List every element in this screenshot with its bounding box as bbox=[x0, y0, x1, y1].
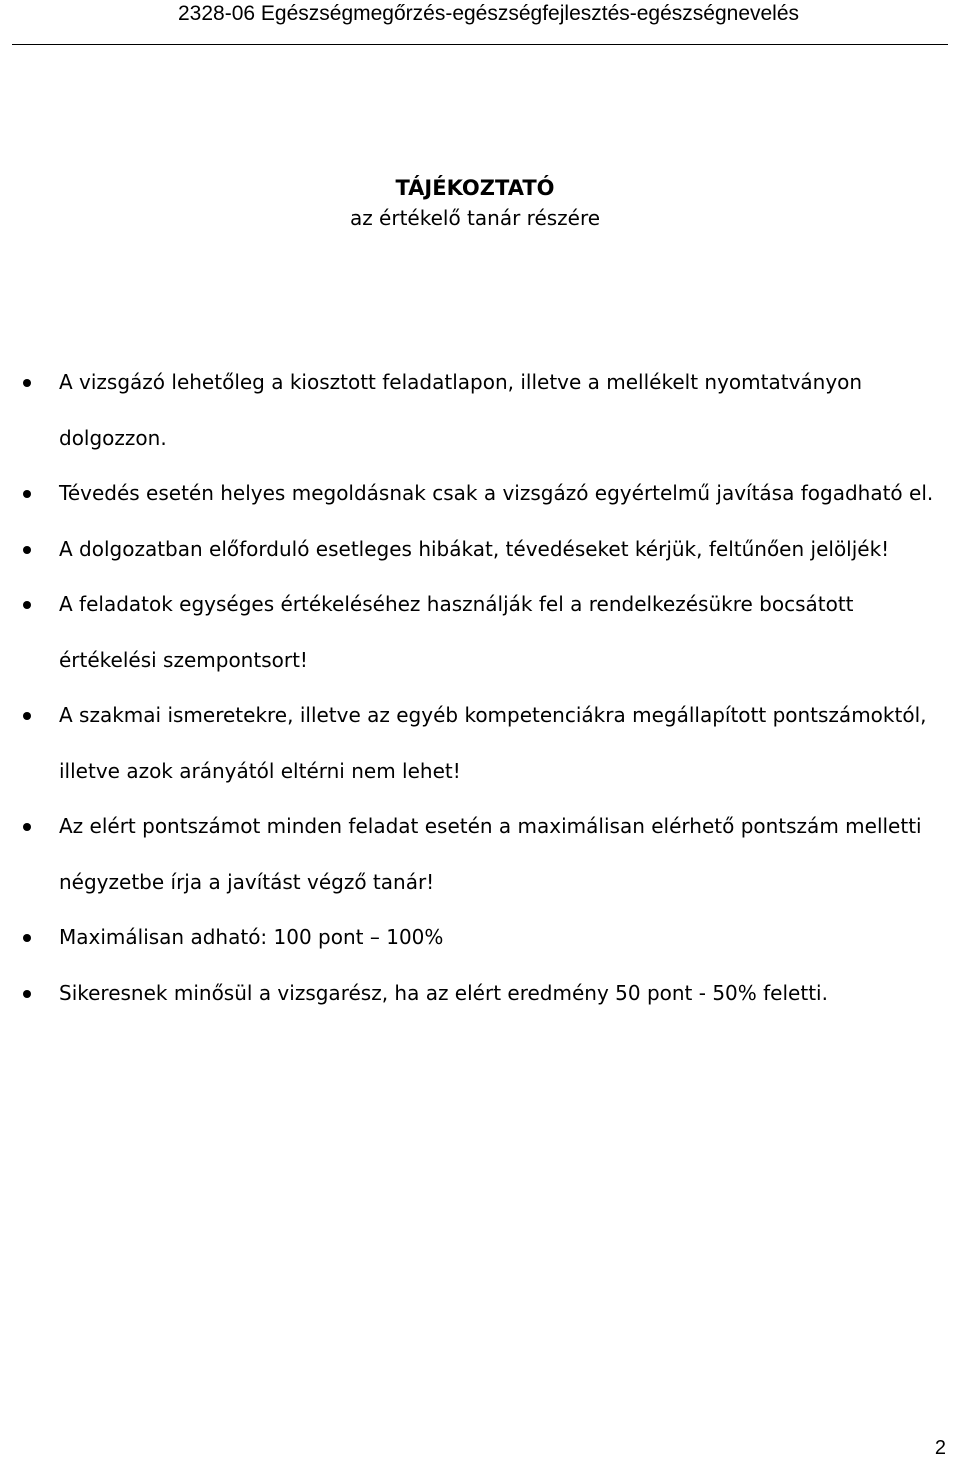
page-header bbox=[0, 0, 960, 48]
header-title: 2328-06 Egészségmegőrzés-egészségfejlesztés-egészségnevelés bbox=[178, 2, 800, 25]
document-title: TÁJÉKOZTATÓ bbox=[395, 176, 555, 200]
instruction-item bbox=[0, 577, 960, 688]
instruction-list bbox=[0, 355, 960, 1021]
instruction-item bbox=[0, 966, 960, 1022]
instruction-text: Maximálisan adható: 100 pont – 100% bbox=[59, 925, 444, 949]
bullet-icon bbox=[23, 379, 31, 387]
title-block bbox=[0, 172, 950, 232]
header-divider bbox=[12, 44, 948, 45]
instruction-text: A dolgozatban előforduló esetleges hibákat, tévedéseket kérjük, feltűnően jelöljék! bbox=[59, 536, 890, 561]
document-subtitle: az értékelő tanár részére bbox=[349, 206, 601, 230]
bullet-icon bbox=[23, 601, 31, 609]
instruction-item bbox=[0, 466, 960, 522]
bullet-icon bbox=[23, 546, 31, 554]
bullet-icon bbox=[23, 934, 31, 942]
instruction-text: Tévedés esetén helyes megoldásnak csak a vizsgázó egyértelmű javítása fogadható el. bbox=[59, 481, 934, 505]
instruction-text: Az elért pontszámot minden feladat esetén a maximálisan elérhető pontszám melletti négyzetbe írja a javítást végző tanár! bbox=[59, 814, 922, 894]
instruction-text: A szakmai ismeretekre, illetve az egyéb kompetenciákra megállapított pontszámoktól, illetve azok arányától eltérni nem lehet! bbox=[59, 703, 927, 783]
bullet-icon bbox=[23, 823, 31, 831]
instruction-text: A feladatok egységes értékeléséhez használják fel a rendelkezésükre bocsátott értékelési szempontsort! bbox=[59, 592, 854, 672]
instruction-text: A vizsgázó lehetőleg a kiosztott feladatlapon, illetve a mellékelt nyomtatványon dolgozzon. bbox=[59, 370, 863, 450]
instruction-item bbox=[0, 799, 960, 910]
page-number: 2 bbox=[934, 1437, 946, 1459]
bullet-icon bbox=[23, 990, 31, 998]
instruction-item bbox=[0, 355, 960, 466]
instruction-item bbox=[0, 910, 960, 966]
instruction-item bbox=[0, 522, 960, 578]
instruction-item bbox=[0, 688, 960, 799]
bullet-icon bbox=[23, 490, 31, 498]
instruction-text: Sikeresnek minősül a vizsgarész, ha az elért eredmény 50 pont - 50% feletti. bbox=[59, 980, 828, 1005]
bullet-icon bbox=[23, 712, 31, 720]
